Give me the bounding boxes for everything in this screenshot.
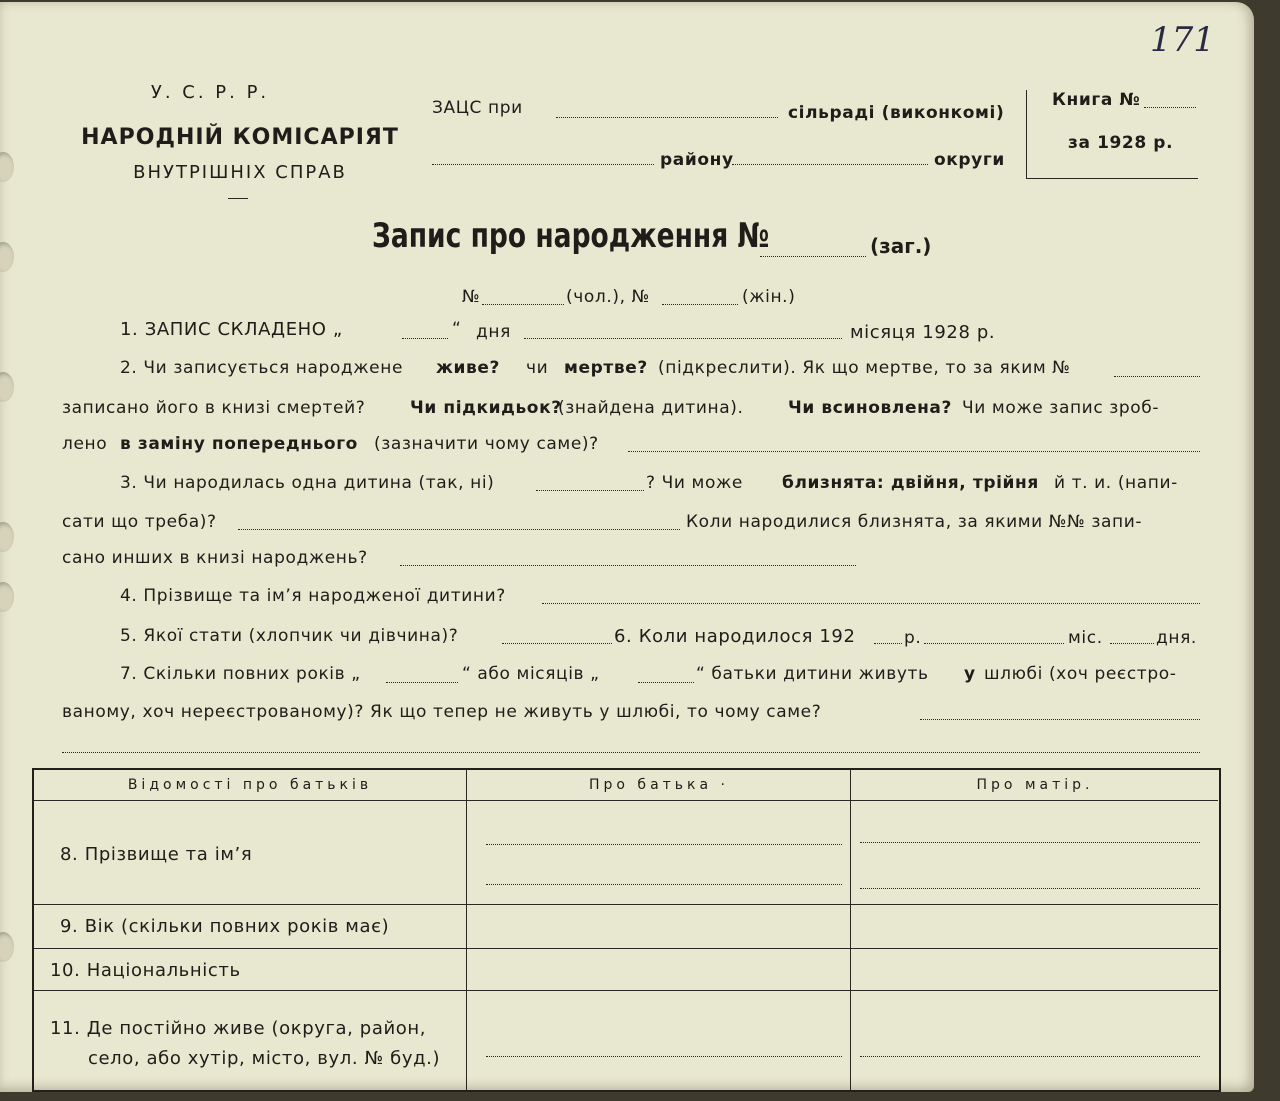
- q4-text: 4. Прізвище та ім’я народженої дитини?: [120, 586, 506, 606]
- q6-month-label: міс.: [1068, 628, 1103, 648]
- q7-months-field[interactable]: [638, 682, 694, 683]
- row-label-age: 9. Вік (скільки повних років має): [60, 916, 390, 937]
- row-label-nationality: 10. Національність: [50, 960, 241, 981]
- q1-day-label: дня: [476, 322, 511, 342]
- birth-month-field[interactable]: [924, 643, 1064, 644]
- q2-text: 2. Чи записується народжене: [120, 358, 404, 378]
- mother-residence-field[interactable]: [860, 1056, 1200, 1057]
- q1-day-field[interactable]: [402, 338, 448, 339]
- father-name-field[interactable]: [486, 844, 842, 845]
- q3-line3-text: сано инших в книзі народжень?: [62, 548, 368, 568]
- male-label: (чол.), №: [566, 287, 650, 307]
- q7-text: 7. Скільки повних років „: [120, 664, 361, 684]
- q7-years-field[interactable]: [386, 682, 458, 683]
- q2-replacement-field[interactable]: [628, 451, 1200, 452]
- q7-reason-field-2[interactable]: [62, 752, 1200, 753]
- record-number-field[interactable]: [760, 256, 866, 257]
- book-year: за 1928 р.: [1068, 133, 1174, 153]
- q3-line2-text: сати що треба)?: [62, 512, 217, 532]
- q1-month-field[interactable]: [524, 338, 842, 339]
- q5-text: 5. Якої стати (хлопчик чи дівчина)?: [120, 626, 459, 646]
- binder-hole: [0, 242, 14, 272]
- mother-name-field[interactable]: [860, 842, 1200, 843]
- table-row-divider: [34, 948, 1218, 949]
- q2-adopted: Чи всиновлена?: [788, 398, 952, 418]
- row-label-name: 8. Прізвище та ім’я: [60, 844, 253, 865]
- birth-year-field[interactable]: [874, 643, 902, 644]
- q2-death-number-field[interactable]: [1114, 376, 1200, 377]
- table-header-father: Про батька ·: [589, 777, 729, 793]
- q3-twins: близнята: двійня, трійня: [782, 473, 1039, 493]
- mother-name-field-2[interactable]: [860, 888, 1200, 889]
- zags-village-field[interactable]: [556, 117, 778, 118]
- q2-replacement-note: (зазначити чому саме)?: [374, 434, 599, 454]
- commissariat-subtitle: ВНУТРІШНІХ СПРАВ: [133, 162, 347, 183]
- zags-prefix: ЗАЦС при: [432, 98, 523, 118]
- child-name-field[interactable]: [542, 603, 1200, 604]
- district-label: району: [660, 150, 734, 170]
- book-box-border: [1026, 178, 1198, 179]
- document-page: [0, 2, 1254, 1092]
- table-header-divider: [34, 800, 1218, 801]
- q1-quote-close: “: [452, 319, 462, 339]
- okrug-label: округи: [934, 150, 1005, 170]
- parents-table: [32, 768, 1221, 1092]
- q3-single-field[interactable]: [536, 490, 644, 491]
- q6-day-label: дня.: [1156, 628, 1197, 648]
- binder-hole: [0, 932, 14, 962]
- q3-etc: й т. и. (напи-: [1054, 473, 1178, 493]
- q2-replacement: в заміну попереднього: [120, 434, 358, 454]
- q2-or: чи: [526, 358, 549, 378]
- country-label: У. С. Р. Р.: [150, 82, 270, 103]
- q7-text-2: “ батьки дитини живуть: [696, 664, 929, 684]
- q1-text: 1. ЗАПИС СКЛАДЕНО „: [120, 319, 343, 340]
- zags-suffix: сільраді (виконкомі): [788, 103, 1005, 123]
- child-sex-field[interactable]: [502, 643, 612, 644]
- q2-dead: мертве?: [564, 358, 648, 378]
- female-number-field[interactable]: [662, 304, 738, 305]
- row-label-residence: 11. Де постійно живе (округа, район,: [50, 1018, 427, 1039]
- table-row-divider: [34, 904, 1218, 905]
- female-label: (жін.): [742, 287, 796, 307]
- q7-in: у: [964, 664, 976, 684]
- district-field[interactable]: [432, 164, 654, 165]
- okrug-field[interactable]: [732, 164, 928, 165]
- binder-hole: [0, 372, 14, 402]
- commissariat-title: НАРОДНІЙ КОМІСАРІЯТ: [81, 125, 399, 150]
- q3-twins-field[interactable]: [238, 529, 680, 530]
- table-row-divider: [34, 990, 1218, 991]
- table-header-parents: Відомості про батьків: [127, 777, 373, 793]
- q2-foundling: Чи підкидьок?: [410, 398, 562, 418]
- q7-reason-field[interactable]: [920, 719, 1200, 720]
- q7-text-3: шлюбі (хоч реєстро-: [984, 664, 1177, 684]
- binder-hole: [0, 152, 14, 182]
- birth-day-field[interactable]: [1110, 643, 1154, 644]
- book-label: Книга №: [1052, 90, 1141, 110]
- q6-text: 6. Коли народилося 192: [614, 626, 856, 647]
- q3-twins-numbers-field[interactable]: [400, 565, 856, 566]
- book-box-border: [1026, 90, 1027, 178]
- father-name-field-2[interactable]: [486, 884, 842, 885]
- male-number-field[interactable]: [482, 304, 564, 305]
- page-number-handwritten: 171: [1150, 20, 1215, 60]
- q3-maybe: ? Чи може: [646, 473, 743, 493]
- father-residence-field[interactable]: [486, 1056, 842, 1057]
- row-label-residence-2: село, або хутір, місто, вул. № буд.): [88, 1048, 441, 1069]
- page-title: Запис про народження №: [372, 216, 770, 256]
- q2-found-note: (знайдена дитина).: [558, 398, 744, 418]
- q7-line2-text: ваному, хоч нереєстрованому)? Як що тепер не живуть у шлюбі, то чому саме?: [62, 702, 822, 722]
- q1-month-label: місяця 1928 р.: [850, 322, 996, 343]
- q2-line3-text: лено: [62, 434, 108, 454]
- q6-year-suffix: р.: [904, 628, 922, 648]
- table-column-divider: [850, 770, 851, 1090]
- q2-alive: живе?: [436, 358, 500, 378]
- table-column-divider: [466, 770, 467, 1090]
- binder-hole: [0, 522, 14, 552]
- male-number-prefix: №: [462, 287, 481, 307]
- table-header-mother: Про матір.: [976, 777, 1094, 793]
- q2-text-2: (підкреслити). Як що мертве, то за яким №: [658, 358, 1071, 378]
- q2-line2-end: Чи може запис зроб-: [962, 398, 1160, 418]
- binder-hole: [0, 582, 14, 612]
- q3-text: 3. Чи народилась одна дитина (так, ні): [120, 473, 495, 493]
- record-total-label: (заг.): [870, 234, 932, 258]
- q3-line2-end: Коли народилися близнята, за якими №№ запи-: [686, 512, 1143, 532]
- q2-line2-text: записано його в книзі смертей?: [62, 398, 366, 418]
- q7-months-label: “ або місяців „: [462, 664, 600, 684]
- book-number-field[interactable]: [1144, 107, 1196, 108]
- divider: [228, 198, 248, 199]
